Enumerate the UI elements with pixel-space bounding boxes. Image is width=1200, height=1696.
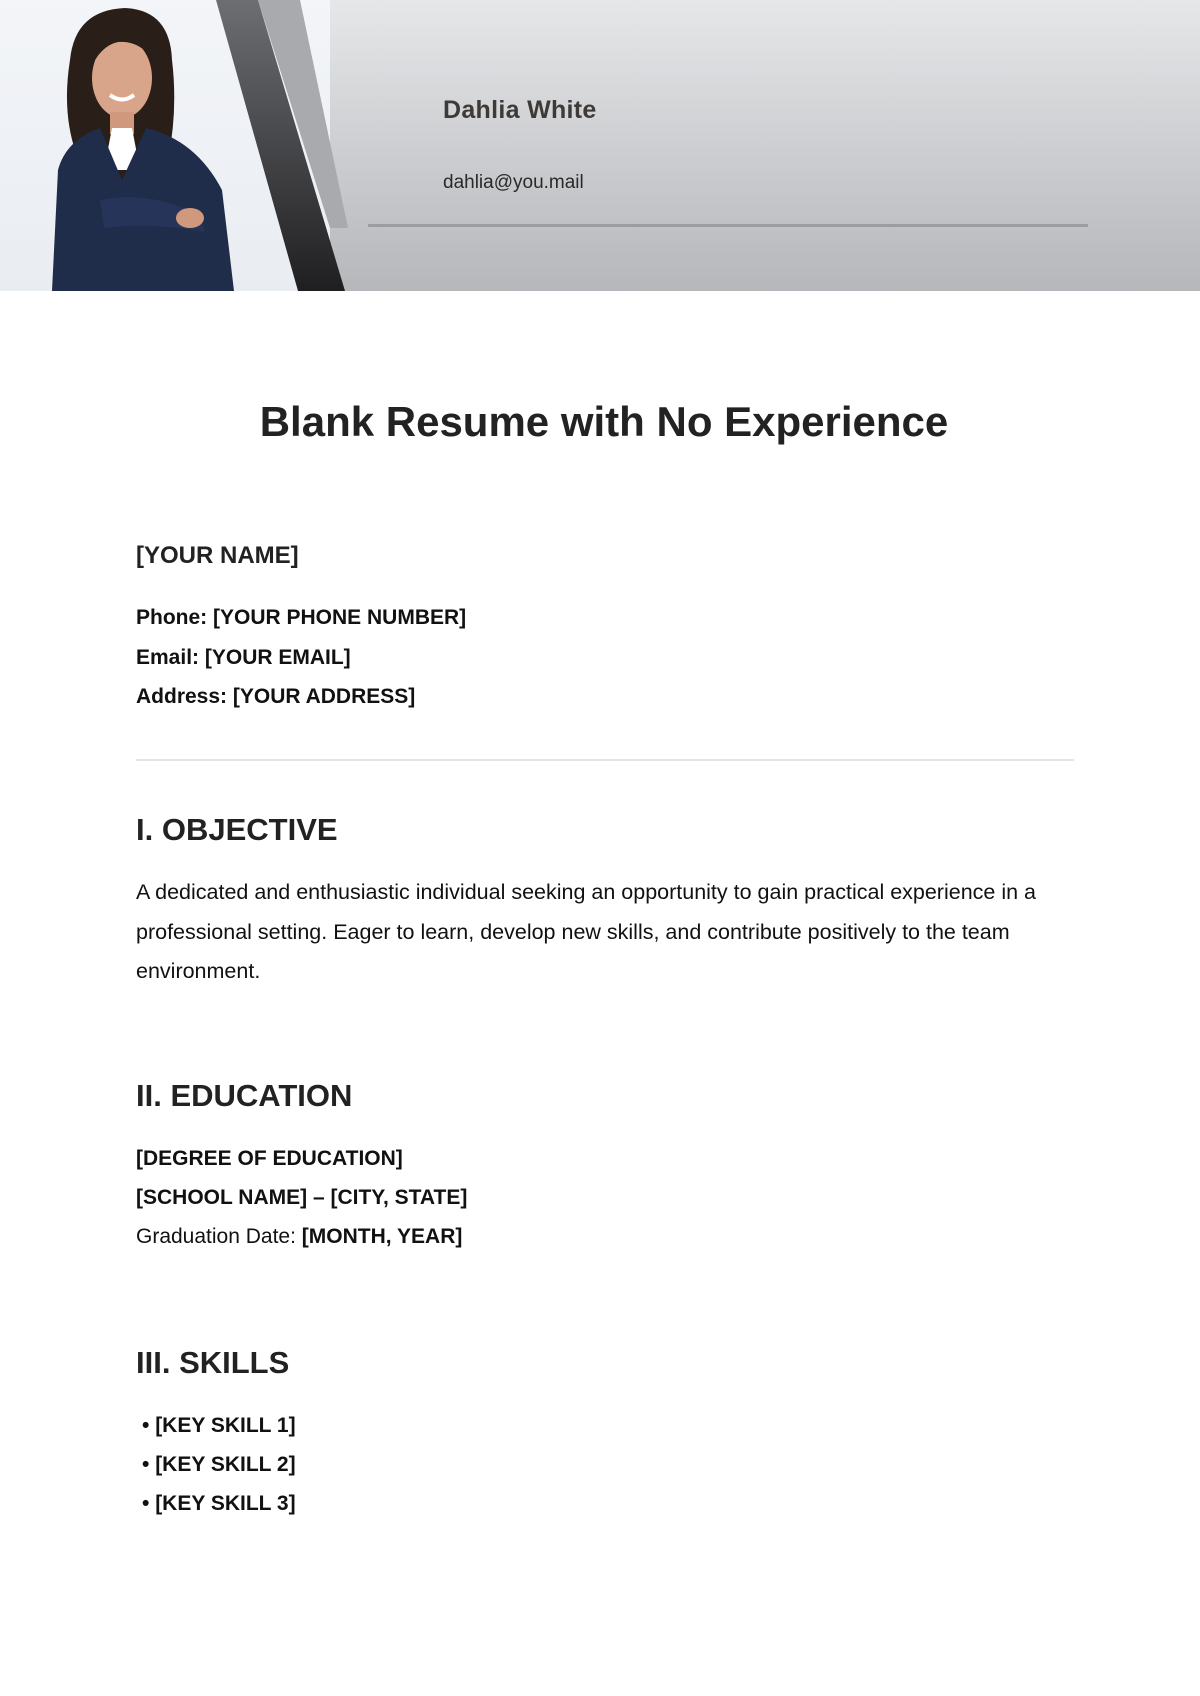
contact-block (136, 598, 466, 717)
objective-heading: I. OBJECTIVE (136, 812, 338, 847)
decorative-stripes-icon (0, 0, 400, 291)
objective-text: A dedicated and enthusiastic individual seeking an opportunity to gain practical experience in a professional setting. Eager to learn, develop new skills, and contribute positively to the team environment. (136, 880, 1037, 983)
document-title: Blank Resume with No Experience (259, 398, 949, 445)
header-email: dahlia@you.mail (443, 172, 584, 193)
graduation-value: [MONTH, YEAR] (301, 1225, 463, 1248)
skills-list (142, 1406, 296, 1523)
section-divider (136, 759, 1074, 761)
your-name: [YOUR NAME] (136, 542, 299, 569)
degree-line: [DEGREE OF EDUCATION] (136, 1147, 403, 1170)
email-line: Email: [YOUR EMAIL] (136, 645, 351, 669)
skills-heading: III. SKILLS (136, 1345, 290, 1380)
school-line: [SCHOOL NAME] – [CITY, STATE] (136, 1186, 468, 1209)
phone-line: Phone: [YOUR PHONE NUMBER] (136, 606, 467, 629)
skill-item: • [KEY SKILL 1] (142, 1406, 296, 1445)
skill-item: • [KEY SKILL 2] (142, 1445, 296, 1484)
skill-item: • [KEY SKILL 3] (142, 1484, 296, 1523)
header-divider (368, 224, 1088, 227)
header-name: Dahlia White (443, 96, 597, 124)
header-banner (0, 0, 1200, 291)
address-line: Address: [YOUR ADDRESS] (136, 685, 416, 708)
graduation-line (136, 1217, 467, 1256)
graduation-label: Graduation Date: (136, 1225, 302, 1248)
education-heading: II. EDUCATION (136, 1078, 353, 1113)
education-block (136, 1139, 467, 1256)
